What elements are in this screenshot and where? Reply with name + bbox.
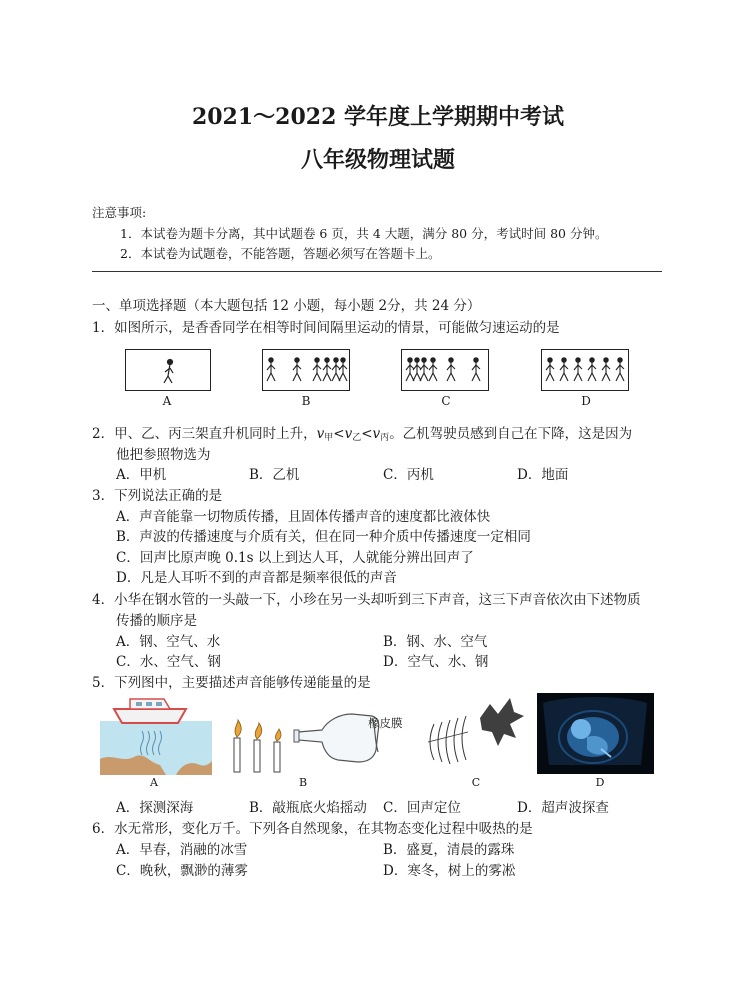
q2-v3: v [372,426,381,442]
exam-subtitle: 八年级物理试题 [300,147,455,173]
q5-option-c: C．回声定位 [383,800,461,816]
q5-figure-a-sonar [100,693,212,775]
q5-figure-d-ultrasound [537,693,654,774]
q5-label-c: C [471,776,481,789]
notes-heading: 注意事项: [92,205,147,220]
section-title: 一、单项选择题（本大题包括 12 小题，每小题 2分，共 24 分） [92,298,481,314]
q1-figure-d-stick-figures [542,350,628,390]
q5-stem: 5．下列图中，主要描述声音能够传递能量的是 [92,675,371,691]
q6-option-b: B．盛夏，清晨的露珠 [383,842,515,858]
q4-stem: 4．小华在钢水管的一头敲一下，小珍在另一头却听到三下声音，这三下声音依次由下述物质 [92,592,641,608]
q2-sub-3: 丙 [380,433,390,443]
notes-item-1: 1．本试卷为题卡分离，其中试题卷 6 页，共 4 大题，满分 80 分，考试时间 80 分钟。 [120,226,608,241]
q1-label-a: A [162,394,172,408]
q5-option-a: A．探测深海 [116,800,194,816]
notes-item-2: 2．本试卷为试题卷，不能答题，答题必须写在答题卡上。 [120,246,441,261]
q1-figure-a-stick-figure [126,350,210,390]
q5-label-b: B [298,776,308,789]
q5-option-b: B．敲瓶底火焰摇动 [249,800,367,816]
q4-option-c: C．水、空气、钢 [116,654,221,670]
q2-option-b: B．乙机 [249,467,300,483]
q6-stem: 6．水无常形，变化万千。下列各自然现象，在其物态变化过程中吸热的是 [92,821,533,837]
q2-stem-part-a: 2．甲、乙、丙三架直升机同时上升， [92,426,317,442]
q1-figure-b-stick-figures [263,350,349,390]
q3-option-c: C．回声比原声晚 0.1s 以上到达人耳，人就能分辨出回声了 [116,550,474,566]
q2-v2: v [344,426,353,442]
q1-stem: 1．如图所示，是香香同学在相等时间间隔里运动的情景，可能做匀速运动的是 [92,320,560,336]
q1-figure-c [401,349,489,391]
q2-option-d: D．地面 [517,467,569,483]
q3-option-a: A．声音能靠一切物质传播，且固体传播声音的速度都比液体快 [116,509,491,525]
q6-option-c: C．晚秋，飘渺的薄雾 [116,863,248,879]
q2-lt-2: < [361,426,373,442]
q1-label-c: C [441,394,451,408]
q2-lt-1: < [333,426,345,442]
q1-figure-a [125,349,211,391]
q5-label-a: A [150,776,158,789]
q4-option-b: B．钢、水、空气 [383,634,488,650]
q2-option-c: C．丙机 [383,467,434,483]
q2-option-a: A．甲机 [116,467,167,483]
q1-figure-b [262,349,350,391]
q4-stem-line2: 传播的顺序是 [116,613,197,629]
q1-figure-c-stick-figures [402,350,488,390]
q3-option-d: D．凡是人耳听不到的声音都是频率很低的声音 [116,570,397,586]
q5-figure-c-bat [420,694,528,774]
q1-label-d: D [581,394,591,408]
divider-line [92,271,662,272]
q1-label-b: B [301,394,311,408]
q5-label-d: D [595,776,605,789]
q4-option-a: A．钢、空气、水 [116,634,221,650]
q2-sub-1: 甲 [324,433,334,443]
q2-stem-line2: 他把参照物选为 [116,447,211,463]
q3-stem: 3．下列说法正确的是 [92,488,223,504]
q5-membrane-label: 橡皮膜 [368,716,403,730]
exam-title: 2021～2022 学年度上学期期中考试 [191,104,565,130]
q5-option-d: D．超声波探查 [517,800,609,816]
q2-v1: v [316,426,325,442]
q6-option-d: D．寒冬，树上的雾凇 [383,863,516,879]
q6-option-a: A．早春，消融的冰雪 [116,842,248,858]
q2-stem [92,422,632,443]
q2-sub-2: 乙 [352,433,362,443]
q2-stem-part-b: 。乙机驾驶员感到自己在下降，这是因为 [389,426,633,442]
q4-option-d: D．空气、水、钢 [383,654,489,670]
q1-figure-d [541,349,629,391]
q3-option-b: B．声波的传播速度与介质有关，但在同一种介质中传播速度一定相同 [116,529,531,545]
